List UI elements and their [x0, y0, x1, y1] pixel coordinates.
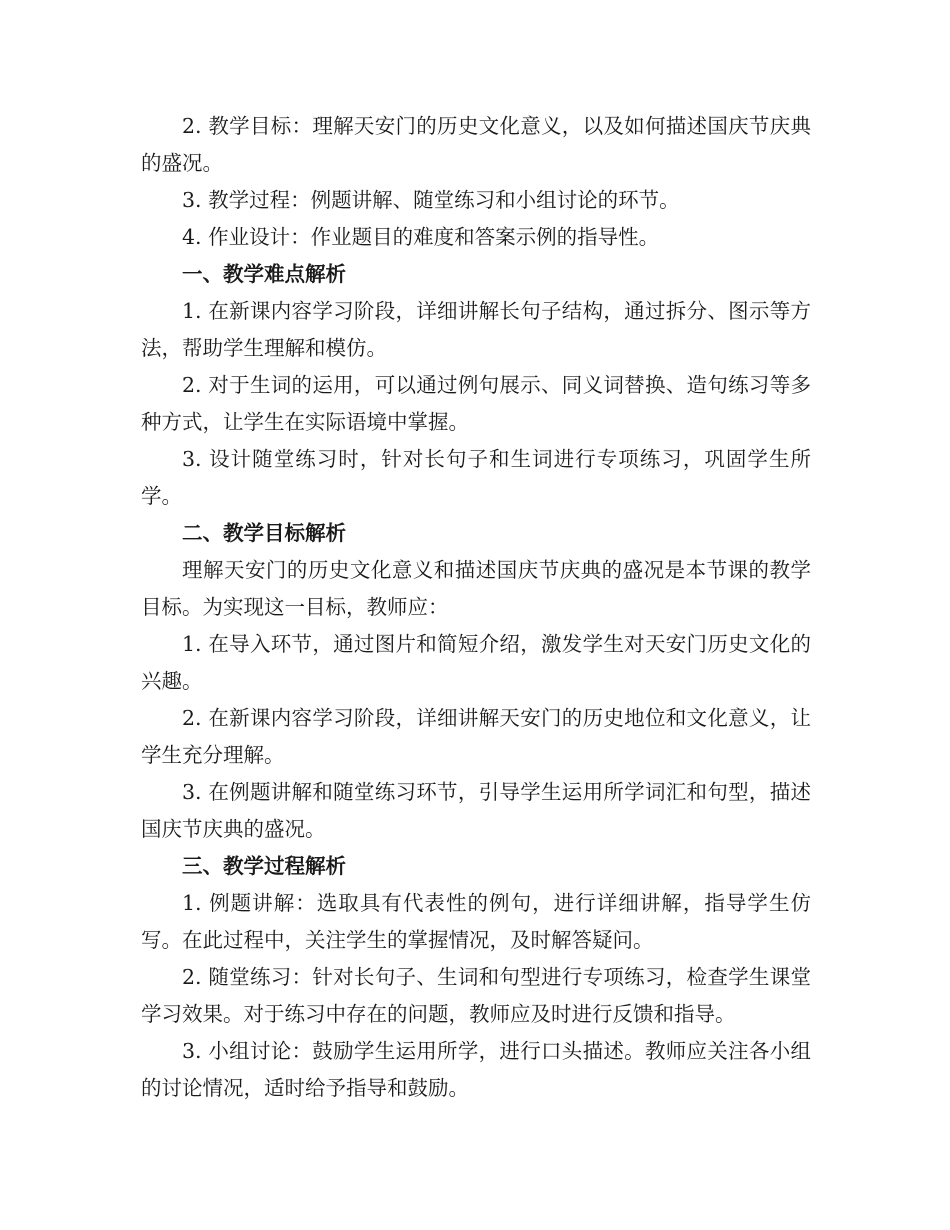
- goals-intro: 理解天安门的历史文化意义和描述国庆节庆典的盛况是本节课的教学目标。为实现这一目标，教师应：: [141, 558, 811, 619]
- goal-item: 1. 在导入环节，通过图片和简短介绍，激发学生对天安门历史文化的兴趣。: [141, 632, 811, 693]
- difficulty-item: 3. 设计随堂练习时，针对长句子和生词进行专项练习，巩固学生所学。: [141, 447, 811, 508]
- process-item: 2. 随堂练习：针对长句子、生词和句型进行专项练习，检查学生课堂学习效果。对于练习中存在的问题，教师应及时进行反馈和指导。: [141, 965, 811, 1026]
- intro-item-homework: 4. 作业设计：作业题目的难度和答案示例的指导性。: [182, 225, 660, 249]
- section-heading-goals: 二、教学目标解析: [182, 521, 346, 545]
- difficulty-item: 1. 在新课内容学习阶段，详细讲解长句子结构，通过拆分、图示等方法，帮助学生理解和模仿。: [141, 299, 811, 360]
- difficulty-item: 2. 对于生词的运用，可以通过例句展示、同义词替换、造句练习等多种方式，让学生在实际语境中掌握。: [141, 373, 811, 434]
- goal-item: 3. 在例题讲解和随堂练习环节，引导学生运用所学词汇和句型，描述国庆节庆典的盛况。: [141, 780, 811, 841]
- intro-item-process: 3. 教学过程：例题讲解、随堂练习和小组讨论的环节。: [182, 188, 680, 212]
- process-item: 3. 小组讨论：鼓励学生运用所学，进行口头描述。教师应关注各小组的讨论情况，适时给予指导和鼓励。: [141, 1039, 811, 1100]
- goal-item: 2. 在新课内容学习阶段，详细讲解天安门的历史地位和文化意义，让学生充分理解。: [141, 706, 811, 767]
- intro-item-goals: 2. 教学目标：理解天安门的历史文化意义，以及如何描述国庆节庆典的盛况。: [141, 114, 811, 175]
- section-heading-process: 三、教学过程解析: [182, 854, 346, 878]
- document-page: [141, 108, 811, 1107]
- process-item: 1. 例题讲解：选取具有代表性的例句，进行详细讲解，指导学生仿写。在此过程中，关注学生的掌握情况，及时解答疑问。: [141, 891, 811, 952]
- section-heading-difficulties: 一、教学难点解析: [182, 262, 346, 286]
